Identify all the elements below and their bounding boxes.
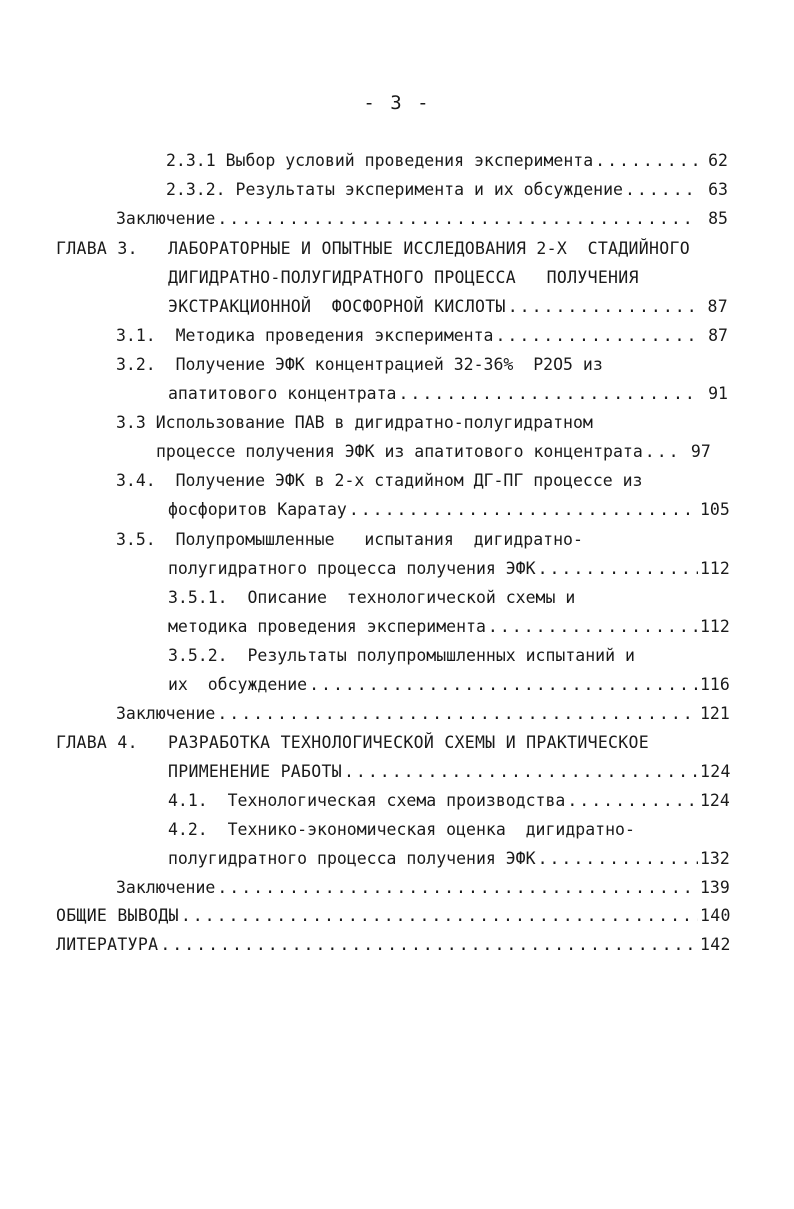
chapter-4-title-line1[interactable]: РАЗРАБОТКА ТЕХНОЛОГИЧЕСКОЙ СХЕМЫ И ПРАКТИЧЕСКОЕ (168, 733, 649, 752)
dot-leader (488, 614, 698, 640)
toc-entry-3-4[interactable] (168, 497, 728, 523)
toc-entry-title: апатитового концентрата (168, 384, 397, 403)
toc-entry-title: ЛИТЕРАТУРА (56, 935, 159, 954)
toc-entry-title: полугидратного процесса получения ЭФК (168, 559, 536, 578)
dot-leader (349, 497, 698, 523)
toc-page-number: 62 (708, 151, 728, 170)
page-number: - 3 - (363, 92, 431, 114)
toc-entry-conclusion-ch2[interactable] (116, 206, 728, 232)
toc-entry-3-5-2[interactable] (168, 672, 728, 698)
toc-entry-3-5-1[interactable] (168, 614, 728, 640)
toc-entry-title: Заключение (116, 704, 216, 723)
dot-leader (344, 759, 698, 785)
toc-entry-3-5-1-line1[interactable]: 3.5.1. Описание технологической схемы и (168, 588, 576, 607)
toc-page-number: 97 (690, 442, 711, 461)
toc-entry-literature[interactable] (56, 932, 731, 958)
toc-entry-title: 2.3.2. Результаты эксперимента и их обсуждение (166, 180, 623, 199)
toc-entry-3-3-line1[interactable]: 3.3 Использование ПАВ в дигидратно-полугидратном (116, 413, 593, 432)
dot-leader (217, 875, 698, 901)
toc-entry-title: процессе получения ЭФК из апатитового концентрата (156, 442, 643, 461)
toc-entry-3-2-line1[interactable]: 3.2. Получение ЭФК концентрацией 32-36% P2O5 из (116, 355, 603, 374)
toc-page-number: 139 (700, 878, 730, 897)
dot-leader (538, 846, 698, 872)
dot-leader (538, 556, 698, 582)
dot-leader (309, 672, 698, 698)
dot-leader (217, 701, 698, 727)
toc-entry-title: Заключение (116, 878, 216, 897)
dot-leader (567, 788, 698, 814)
toc-entry-title: полугидратного процесса получения ЭФК (168, 849, 536, 868)
chapter-4-label: ГЛАВА 4. (56, 733, 138, 752)
toc-entry-title: их обсуждение (168, 675, 308, 694)
toc-page-number: 85 (708, 209, 728, 228)
dot-leader (181, 903, 698, 929)
toc-page-number: 124 (700, 762, 731, 781)
dot-leader (508, 294, 698, 320)
toc-page-number: 140 (700, 906, 731, 925)
toc-page-number: 124 (700, 791, 730, 810)
dot-leader (625, 177, 698, 203)
toc-entry-title: ОБЩИЕ ВЫВОДЫ (56, 906, 179, 925)
toc-entry-3-4-line1[interactable]: 3.4. Получение ЭФК в 2-х стадийном ДГ-ПГ процессе из (116, 471, 643, 490)
toc-page-number: 121 (700, 704, 730, 723)
toc-entry-title: 2.3.1 Выбор условий проведения эксперимента (166, 151, 594, 170)
dot-leader (496, 323, 699, 349)
toc-entry-title: 3.1. Методика проведения эксперимента (116, 326, 494, 345)
toc-page-number: 91 (708, 384, 728, 403)
toc-page-number: 63 (708, 180, 728, 199)
toc-entry-chapter-3[interactable] (168, 294, 728, 320)
toc-entry-3-3[interactable] (156, 439, 728, 465)
dot-leader (160, 932, 698, 958)
chapter-3-title-line3: ЭКСТРАКЦИОННОЙ ФОСФОРНОЙ КИСЛОТЫ (168, 297, 506, 316)
toc-page-number: 116 (700, 675, 730, 694)
dot-leader (645, 439, 681, 465)
toc-entry-conclusion-ch3[interactable] (116, 701, 728, 727)
toc-entry-4-1[interactable] (168, 788, 728, 814)
toc-page-number: 132 (700, 849, 730, 868)
chapter-3-title-line1[interactable]: ЛАБОРАТОРНЫЕ И ОПЫТНЫЕ ИССЛЕДОВАНИЯ 2-Х СТАДИЙНОГО (168, 239, 690, 258)
toc-entry-4-2[interactable] (168, 846, 728, 872)
chapter-3-label: ГЛАВА 3. (56, 239, 138, 258)
toc-entry-2-3-1[interactable] (166, 148, 728, 174)
toc-page-number: 112 (700, 617, 730, 636)
toc-entry-general-conclusions[interactable] (56, 903, 731, 929)
toc-page-number: 87 (707, 297, 728, 316)
chapter-3-title-line2[interactable]: ДИГИДРАТНО-ПОЛУГИДРАТНОГО ПРОЦЕССА ПОЛУЧЕНИЯ (168, 268, 639, 287)
toc-page-number: 112 (700, 559, 730, 578)
toc-entry-3-5[interactable] (168, 556, 728, 582)
toc-entry-chapter-4[interactable] (168, 759, 731, 785)
toc-entry-conclusion-ch4[interactable] (116, 875, 728, 901)
dot-leader (398, 381, 698, 407)
toc-page-number: 142 (700, 935, 731, 954)
toc-entry-title: Заключение (116, 209, 216, 228)
toc-entry-3-1[interactable] (116, 323, 728, 349)
toc-entry-2-3-2[interactable] (166, 177, 728, 203)
toc-entry-title: 4.1. Технологическая схема производства (168, 791, 566, 810)
toc-page-number: 87 (708, 326, 728, 345)
toc-entry-title: методика проведения эксперимента (168, 617, 486, 636)
dot-leader (217, 206, 698, 232)
toc-page-number: 105 (700, 500, 730, 519)
toc-entry-4-2-line1[interactable]: 4.2. Технико-экономическая оценка дигидратно- (168, 820, 635, 839)
toc-entry-3-2[interactable] (168, 381, 728, 407)
toc-entry-title: фосфоритов Каратау (168, 500, 347, 519)
dot-leader (595, 148, 698, 174)
chapter-4-title-line2: ПРИМЕНЕНИЕ РАБОТЫ (168, 762, 342, 781)
toc-entry-3-5-line1[interactable]: 3.5. Полупромышленные испытания дигидратно- (116, 530, 583, 549)
toc-entry-3-5-2-line1[interactable]: 3.5.2. Результаты полупромышленных испытаний и (168, 646, 635, 665)
